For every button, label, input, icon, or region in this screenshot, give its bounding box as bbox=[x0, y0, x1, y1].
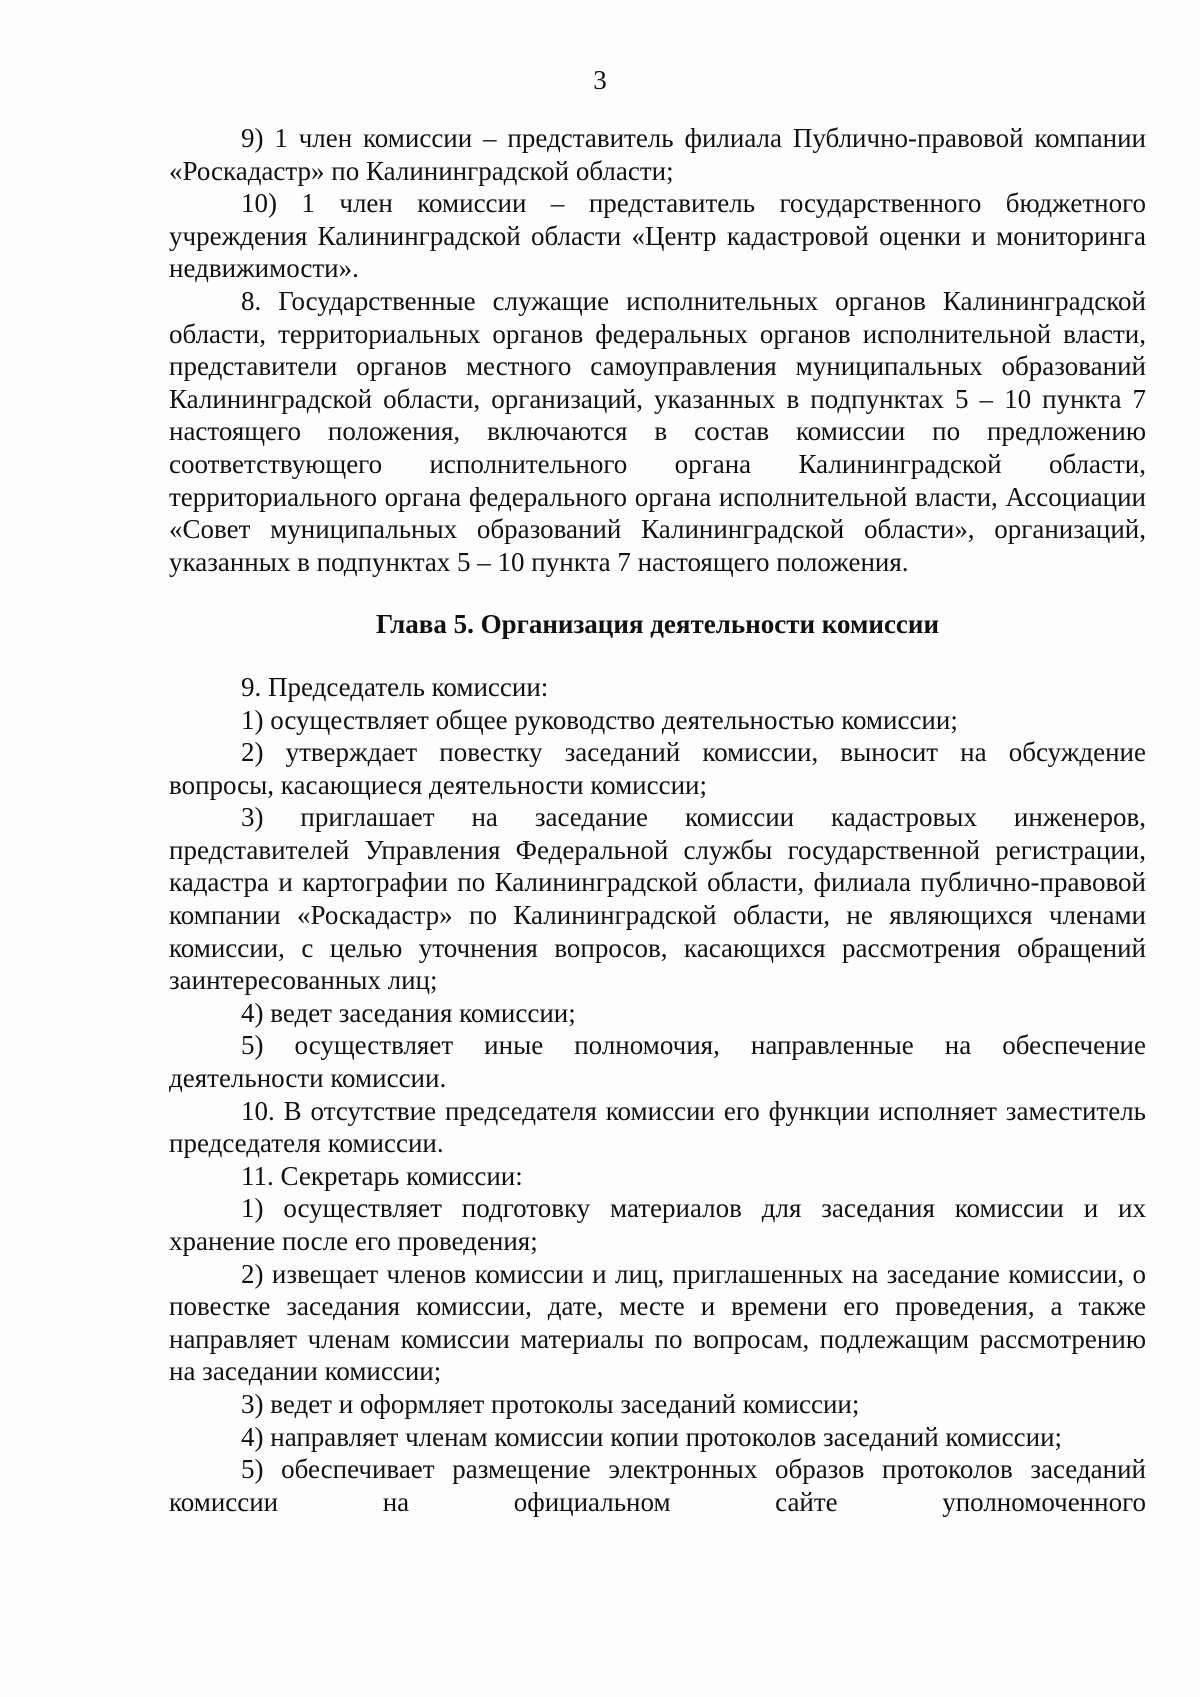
chapter-heading: Глава 5. Организация деятельности комиссии bbox=[375, 609, 940, 640]
paragraph: 5) осуществляет иные полномочия, направленные на обеспечение деятельности комиссии. bbox=[169, 1030, 1146, 1094]
paragraph: 4) направляет членам комиссии копии протоколов заседаний комиссии; bbox=[241, 1421, 1063, 1452]
paragraph: 2) утверждает повестку заседаний комиссии, выносит на обсуждение вопросы, касающиеся деятельности комиссии; bbox=[169, 737, 1146, 800]
paragraph: 9. Председатель комиссии: bbox=[241, 671, 549, 702]
document-body bbox=[169, 122, 1146, 1518]
paragraph: 1) осуществляет подготовку материалов для заседания комиссии и их хранение после его проведения; bbox=[169, 1193, 1146, 1256]
paragraph: 8. Государственные служащие исполнительных органов Калининградской области, территориальных органов федеральных органов исполнительной власти, представители органов местного самоуправления муниципальных образований Калининградской области, организаций, указанных в подпунктах 5 – 10 пункта 7 настоящего положения, включаются в состав комиссии по предложению соответствующего исполнительного органа Калининградской области, территориального органа федерального органа исполнительной власти, Ассоциации «Совет муниципальных образований Калининградской области», организаций, указанных в подпунктах 5 – 10 пункта 7 настоящего положения. bbox=[169, 285, 1146, 577]
page-number: 3 bbox=[593, 65, 607, 95]
paragraph: 10) 1 член комиссии – представитель государственного бюджетного учреждения Калининградской области «Центр кадастровой оценки и мониторинга недвижимости». bbox=[169, 188, 1146, 284]
paragraph: 3) приглашает на заседание комиссии кадастровых инженеров, представителей Управления Федеральной службы государственной регистрации, кадастра и картографии по Калининградской области, филиала публично-правовой компании «Роскадастр» по Калининградской области, не являющихся членами комиссии, с целью уточнения вопросов, касающихся рассмотрения обращений заинтересованных лиц; bbox=[169, 802, 1146, 996]
paragraph: 11. Секретарь комиссии: bbox=[241, 1160, 523, 1191]
paragraph: 5) обеспечивает размещение электронных образов протоколов заседаний комиссии на официальном сайте уполномоченного bbox=[169, 1454, 1146, 1517]
paragraph: 10. В отсутствие председателя комиссии его функции исполняет заместитель председателя комиссии. bbox=[169, 1095, 1146, 1159]
paragraph: 2) извещает членов комиссии и лиц, приглашенных на заседание комиссии, о повестке заседания комиссии, дате, месте и времени его проведения, а также направляет членам комиссии материалы по вопросам, подлежащим рассмотрению на заседании комиссии; bbox=[169, 1258, 1146, 1387]
paragraph: 3) ведет и оформляет протоколы заседаний комиссии; bbox=[241, 1388, 860, 1419]
paragraph: 9) 1 член комиссии – представитель филиала Публично-правовой компании «Роскадастр» по Калининградской области; bbox=[169, 123, 1146, 186]
paragraph: 1) осуществляет общее руководство деятельностью комиссии; bbox=[241, 704, 958, 735]
paragraph: 4) ведет заседания комиссии; bbox=[241, 997, 576, 1028]
